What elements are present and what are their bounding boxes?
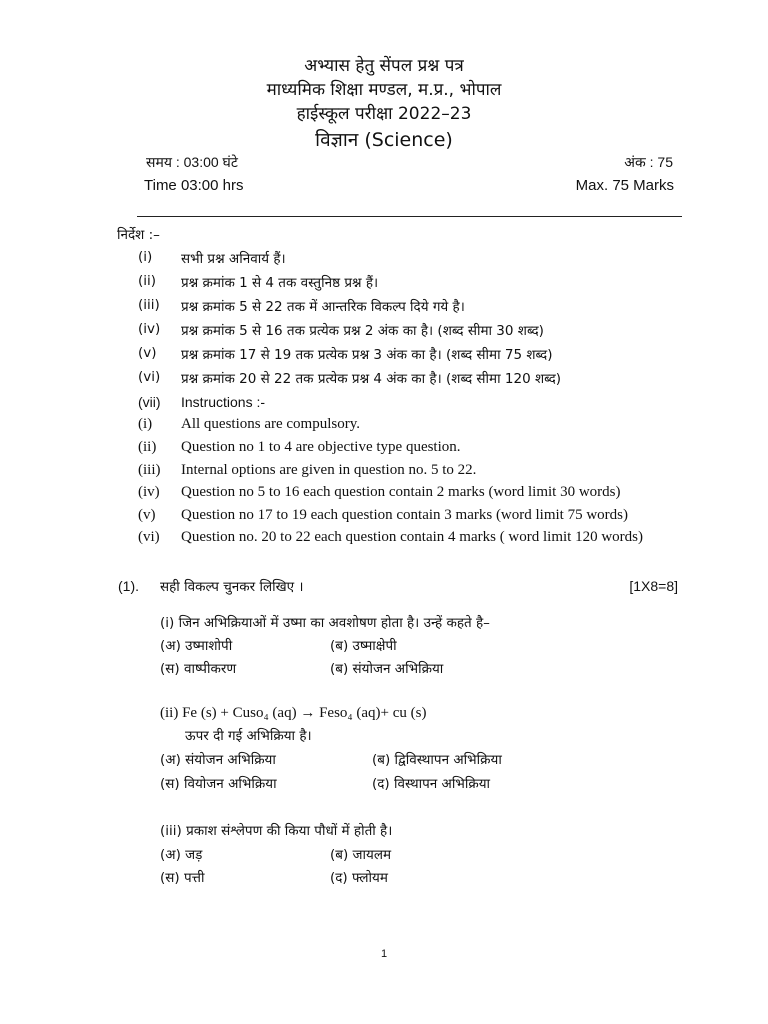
- option: (अ) उष्माशोपी: [160, 638, 233, 654]
- marks-hindi: अंक : 75: [624, 154, 673, 170]
- instruction-text: प्रश्न क्रमांक 20 से 22 तक प्रत्येक प्रश्न 4 अंक का है। (शब्द सीमा 120 शब्द): [181, 371, 562, 387]
- sub-question-stem: (ii) Fe (s) + Cuso₄ (aq) → Feso₄ (aq)+ cu (s): [160, 705, 427, 721]
- instruction-text: All questions are compulsory.: [181, 416, 360, 432]
- instruction-text: प्रश्न क्रमांक 1 से 4 तक वस्तुनिष्ठ प्रश्न हैं।: [181, 275, 379, 291]
- exam-name: हाईस्कूल परीक्षा 2022–23: [296, 104, 472, 124]
- instruction-text: Question no 5 to 16 each question contain 2 marks (word limit 30 words): [181, 484, 621, 500]
- instruction-number: (i): [138, 249, 153, 265]
- instruction-number: (vii): [138, 394, 161, 410]
- instruction-number: (iii): [138, 297, 160, 313]
- instruction-text: प्रश्न क्रमांक 17 से 19 तक प्रत्येक प्रश्न 3 अंक का है। (शब्द सीमा 75 शब्द): [181, 347, 553, 363]
- instruction-text: Instructions :-: [181, 394, 266, 410]
- paper-title: अभ्यास हेतु सेंपल प्रश्न पत्र: [304, 56, 464, 76]
- instruction-number: (v): [138, 507, 156, 523]
- instruction-text: सभी प्रश्न अनिवार्य हैं।: [181, 251, 286, 267]
- divider-line: [137, 216, 682, 217]
- question-marks: [1X8=8]: [629, 578, 678, 594]
- sub-question-stem: (i) जिन अभिक्रियाओं में उष्मा का अवशोषण होता है। उन्हें कहते है–: [160, 615, 490, 631]
- question-number: (1).: [118, 578, 139, 594]
- marks-english: Max. 75 Marks: [575, 177, 674, 194]
- option: (ब) संयोजन अभिक्रिया: [330, 661, 444, 677]
- instructions-heading: निर्देश :–: [117, 227, 160, 243]
- instruction-number: (ii): [138, 273, 157, 289]
- instruction-text: प्रश्न क्रमांक 5 से 16 तक प्रत्येक प्रश्न 2 अंक का है। (शब्द सीमा 30 शब्द): [181, 323, 544, 339]
- instruction-text: Question no 1 to 4 are objective type question.: [181, 439, 461, 455]
- instruction-number: (iv): [138, 321, 161, 337]
- instruction-number: (vi): [138, 529, 160, 545]
- instruction-number: (i): [138, 416, 153, 432]
- sub-question-stem-continued: ऊपर दी गई अभिक्रिया है।: [185, 728, 312, 744]
- subject-title: विज्ञान (Science): [315, 129, 453, 151]
- instruction-text: Question no. 20 to 22 each question contain 4 marks ( word limit 120 words): [181, 529, 644, 545]
- option: (अ) जड़: [160, 847, 203, 863]
- instruction-number: (iv): [138, 484, 160, 500]
- question-title: सही विकल्प चुनकर लिखिए ।: [160, 579, 304, 595]
- option: (ब) द्विविस्थापन अभिक्रिया: [372, 752, 502, 768]
- option: (ब) उष्माक्षेपी: [330, 638, 397, 654]
- instruction-number: (ii): [138, 439, 157, 455]
- sub-question-stem: (iii) प्रकाश संश्लेपण की किया पौधों में होती है।: [160, 823, 393, 839]
- board-name: माध्यमिक शिक्षा मण्डल, म.प्र., भोपाल: [266, 80, 502, 100]
- time-english: Time 03:00 hrs: [144, 177, 244, 194]
- option: (ब) जायलम: [330, 847, 392, 863]
- instruction-number: (v): [138, 345, 157, 361]
- option: (द) फ्लोयम: [330, 870, 388, 886]
- option: (स) वाष्पीकरण: [160, 661, 237, 677]
- option: (द) विस्थापन अभिक्रिया: [372, 776, 491, 792]
- instruction-text: प्रश्न क्रमांक 5 से 22 तक में आन्तरिक विकल्प दिये गये है।: [181, 299, 465, 315]
- option: (अ) संयोजन अभिक्रिया: [160, 752, 276, 768]
- instruction-text: Internal options are given in question no. 5 to 22.: [181, 462, 477, 478]
- instruction-text: Question no 17 to 19 each question contain 3 marks (word limit 75 words): [181, 507, 629, 523]
- instruction-number: (vi): [138, 369, 161, 385]
- time-hindi: समय : 03:00 घंटे: [146, 154, 238, 170]
- option: (स) वियोजन अभिक्रिया: [160, 776, 277, 792]
- option: (स) पत्ती: [160, 870, 205, 886]
- instruction-number: (iii): [138, 462, 161, 478]
- page-number: 1: [380, 948, 388, 960]
